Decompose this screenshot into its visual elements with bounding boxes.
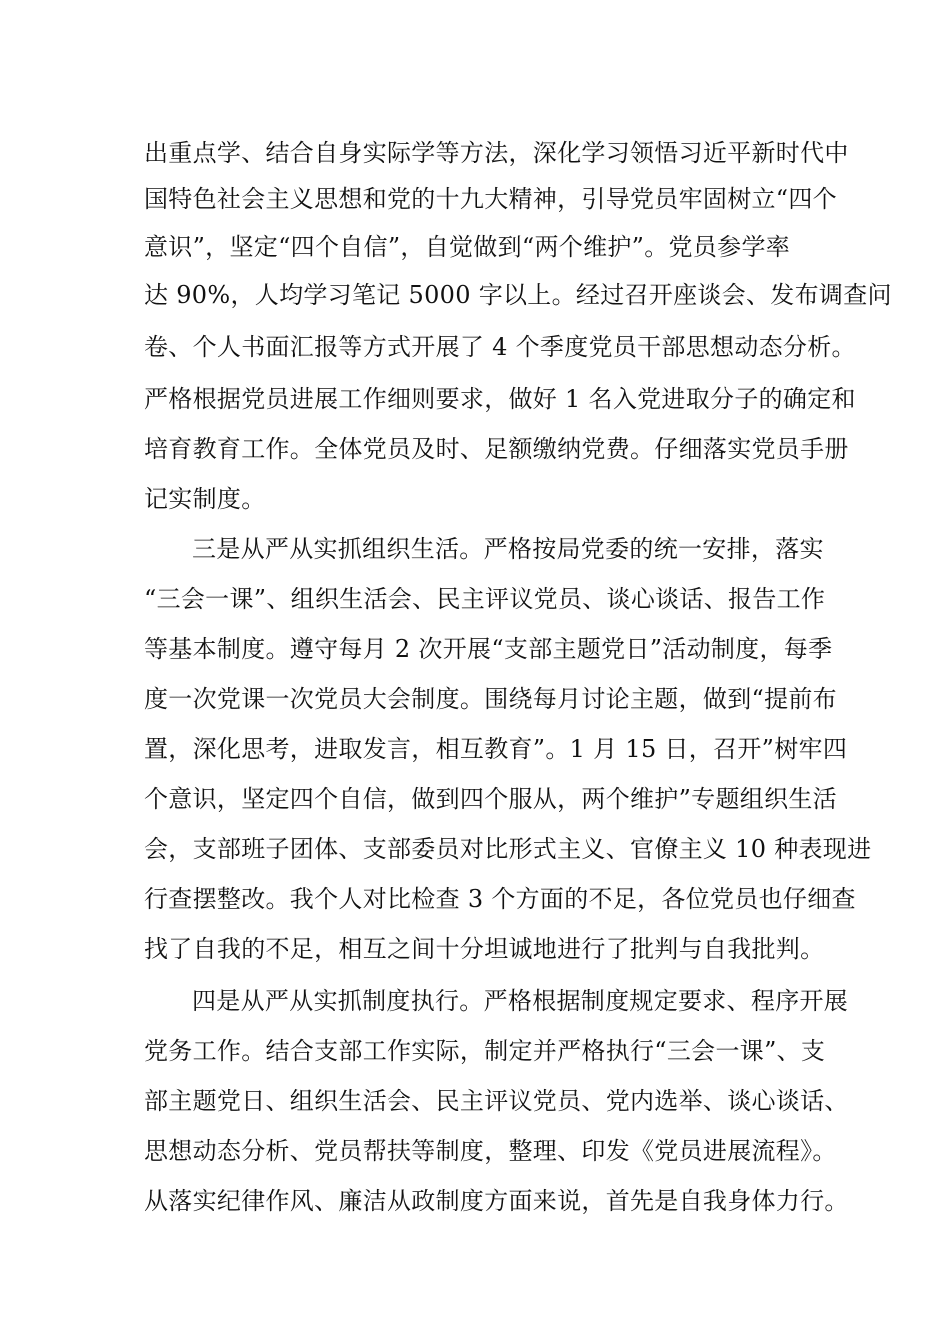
- paragraph-4-first-line: 四是从严从实抓制度执行。严格根据制度规定要求、程序开展: [192, 987, 849, 1015]
- text-line-22: 从落实纪律作风、廉洁从政制度方面来说，首先是自我身体力行。: [144, 1187, 849, 1215]
- text-line-21: 思想动态分析、党员帮扶等制度，整理、印发《党员进展流程》。: [144, 1137, 837, 1165]
- text-line-15: 会，支部班子团体、支部委员对比形式主义、官僚主义 10 种表现进: [144, 835, 872, 863]
- text-line-2: 国特色社会主义思想和党的十九大精神，引导党员牢固树立“四个: [144, 185, 837, 213]
- text-line-4: 达 90%，人均学习笔记 5000 字以上。经过召开座谈会、发布调查问: [144, 281, 892, 309]
- text-line-19: 党务工作。结合支部工作实际，制定并严格执行“三会一课”、支: [144, 1037, 826, 1065]
- text-line-16: 行查摆整改。我个人对比检查 3 个方面的不足，各位党员也仔细查: [144, 885, 856, 913]
- text-line-1: 出重点学、结合自身实际学等方法，深化学习领悟习近平新时代中: [144, 139, 849, 167]
- text-line-8: 记实制度。: [144, 485, 266, 513]
- text-line-20: 部主题党日、组织生活会、民主评议党员、党内选举、谈心谈话、: [144, 1087, 849, 1115]
- text-line-14: 个意识，坚定四个自信，做到四个服从，两个维护”专题组织生活: [144, 785, 837, 813]
- text-line-13: 置，深化思考，进取发言，相互教育”。1 月 15 日，召开”树牢四: [144, 735, 848, 763]
- text-line-11: 等基本制度。遵守每月 2 次开展“支部主题党日”活动制度，每季: [144, 635, 833, 663]
- text-line-10: “三会一课”、组织生活会、民主评议党员、谈心谈话、报告工作: [144, 585, 826, 613]
- paragraph-3-first-line: 三是从严从实抓组织生活。严格按局党委的统一安排，落实: [192, 535, 824, 563]
- text-line-3: 意识”，坚定“四个自信”，自觉做到“两个维护”。党员参学率: [144, 233, 791, 261]
- text-line-5: 卷、个人书面汇报等方式开展了 4 个季度党员干部思想动态分析。: [144, 333, 856, 361]
- text-line-6: 严格根据党员进展工作细则要求，做好 1 名入党进取分子的确定和: [144, 385, 856, 413]
- text-line-17: 找了自我的不足，相互之间十分坦诚地进行了批判与自我批判。: [144, 935, 825, 963]
- text-line-12: 度一次党课一次党员大会制度。围绕每月讨论主题，做到“提前布: [144, 685, 837, 713]
- text-line-7: 培育教育工作。全体党员及时、足额缴纳党费。仔细落实党员手册: [144, 435, 849, 463]
